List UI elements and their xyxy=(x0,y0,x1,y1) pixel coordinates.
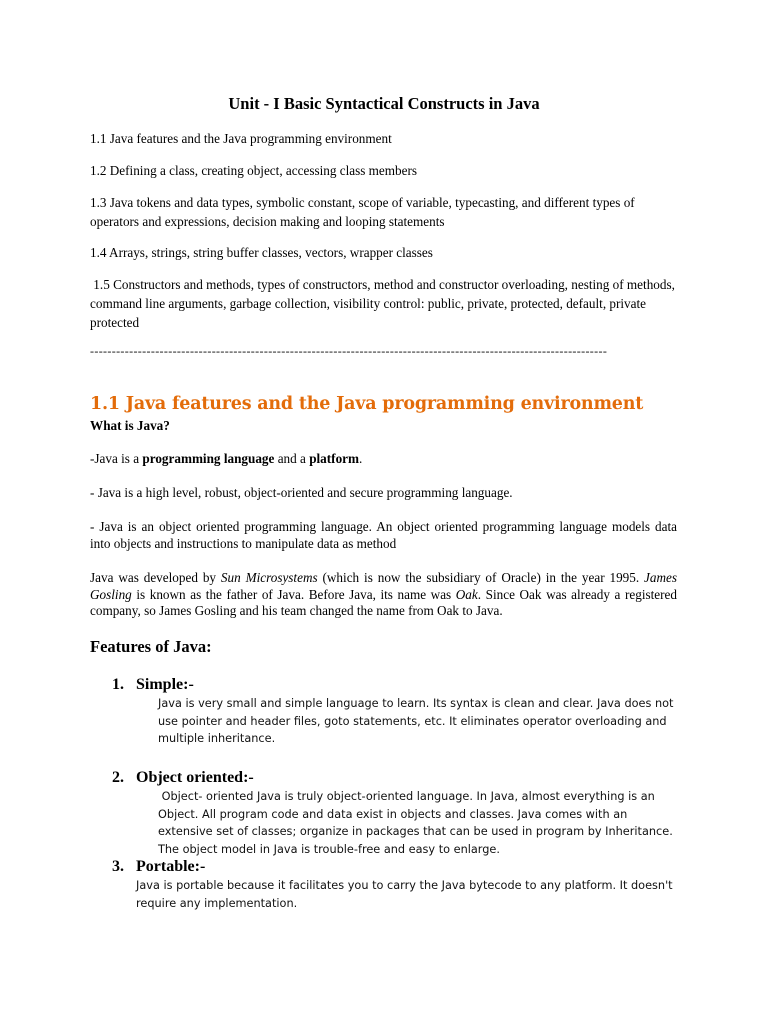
java-definition-paragraph xyxy=(90,451,677,468)
feature-title-portable: Portable:- xyxy=(136,858,206,875)
toc-item-1-1: 1.1 Java features and the Java programming environment xyxy=(90,131,392,146)
feature-body-portable: Java is portable because it facilitates you to carry the Java bytecode to any platform. It doesn't require any implementation. xyxy=(136,879,673,910)
james-gosling-term: James Gosling xyxy=(90,570,678,602)
feature-body-object-oriented: Object- oriented Java is truly object-oriented language. In Java, almost everything is an Object. All program code and data exist in objects and classes. Java comes with an extensive set of classes; organize in packages that can be used in program by Inheritance. The object model in Java is trouble-free and easy to enlarge. xyxy=(158,790,677,856)
page-title: Unit - I Basic Syntactical Constructs in Java xyxy=(228,94,540,113)
history-part-b: (which is now the subsidiary of Oracle) in the year 1995. xyxy=(317,570,645,585)
toc-item-1-3: 1.3 Java tokens and data types, symbolic constant, scope of variable, typecasting, and different types of operators and expressions, decision making and looping statements xyxy=(90,195,635,229)
java-definition-mid: and a xyxy=(274,451,310,466)
programming-language-term: programming language xyxy=(142,451,275,466)
feature-number-2: 2. xyxy=(112,769,124,786)
toc-item-1-5: 1.5 Constructors and methods, types of constructors, method and constructor overloading, nesting of methods, command line arguments, garbage collection, visibility control: public, private, protected, default, private protected xyxy=(90,277,679,330)
history-part-d: . Since Oak was already a registered company, so James Gosling and his team changed the name from Oak to Java. xyxy=(90,586,677,618)
feature-title-object-oriented: Object oriented:- xyxy=(136,769,254,786)
features-heading: Features of Java: xyxy=(90,637,212,656)
section-divider: ----------------------------------------------------------------------------------------------------------------------- xyxy=(90,344,608,358)
feature-body-simple: Java is very small and simple language to learn. Its syntax is clean and clear. Java does not use pointer and header files, goto statements, etc. It eliminates operator overloading and multiple inheritance. xyxy=(158,697,674,745)
sun-microsystems-term: Sun Microsystems xyxy=(220,570,318,585)
toc-item-1-2: 1.2 Defining a class, creating object, accessing class members xyxy=(90,163,418,178)
java-history-paragraph xyxy=(90,570,677,620)
section-heading: 1.1 Java features and the Java programming environment xyxy=(90,394,644,414)
java-high-level-paragraph: - Java is a high level, robust, object-oriented and secure programming language. xyxy=(90,485,513,500)
history-part-c: is known as the father of Java. Before Java, its name was xyxy=(131,586,456,602)
java-definition-prefix: -Java is a xyxy=(90,451,143,466)
feature-number-1: 1. xyxy=(112,676,124,693)
java-oop-paragraph: - Java is an object oriented programming language. An object oriented programming language models data into objects and instructions to manipulate data as method xyxy=(90,519,677,551)
history-part-a: Java was developed by xyxy=(90,570,221,585)
platform-term: platform xyxy=(309,451,359,466)
java-definition-suffix: . xyxy=(359,451,363,466)
oak-term: Oak xyxy=(455,586,478,602)
toc-item-1-4: 1.4 Arrays, strings, string buffer classes, vectors, wrapper classes xyxy=(90,245,433,260)
feature-title-simple: Simple:- xyxy=(136,676,194,693)
feature-number-3: 3. xyxy=(112,858,124,875)
what-is-java-heading: What is Java? xyxy=(90,418,170,433)
